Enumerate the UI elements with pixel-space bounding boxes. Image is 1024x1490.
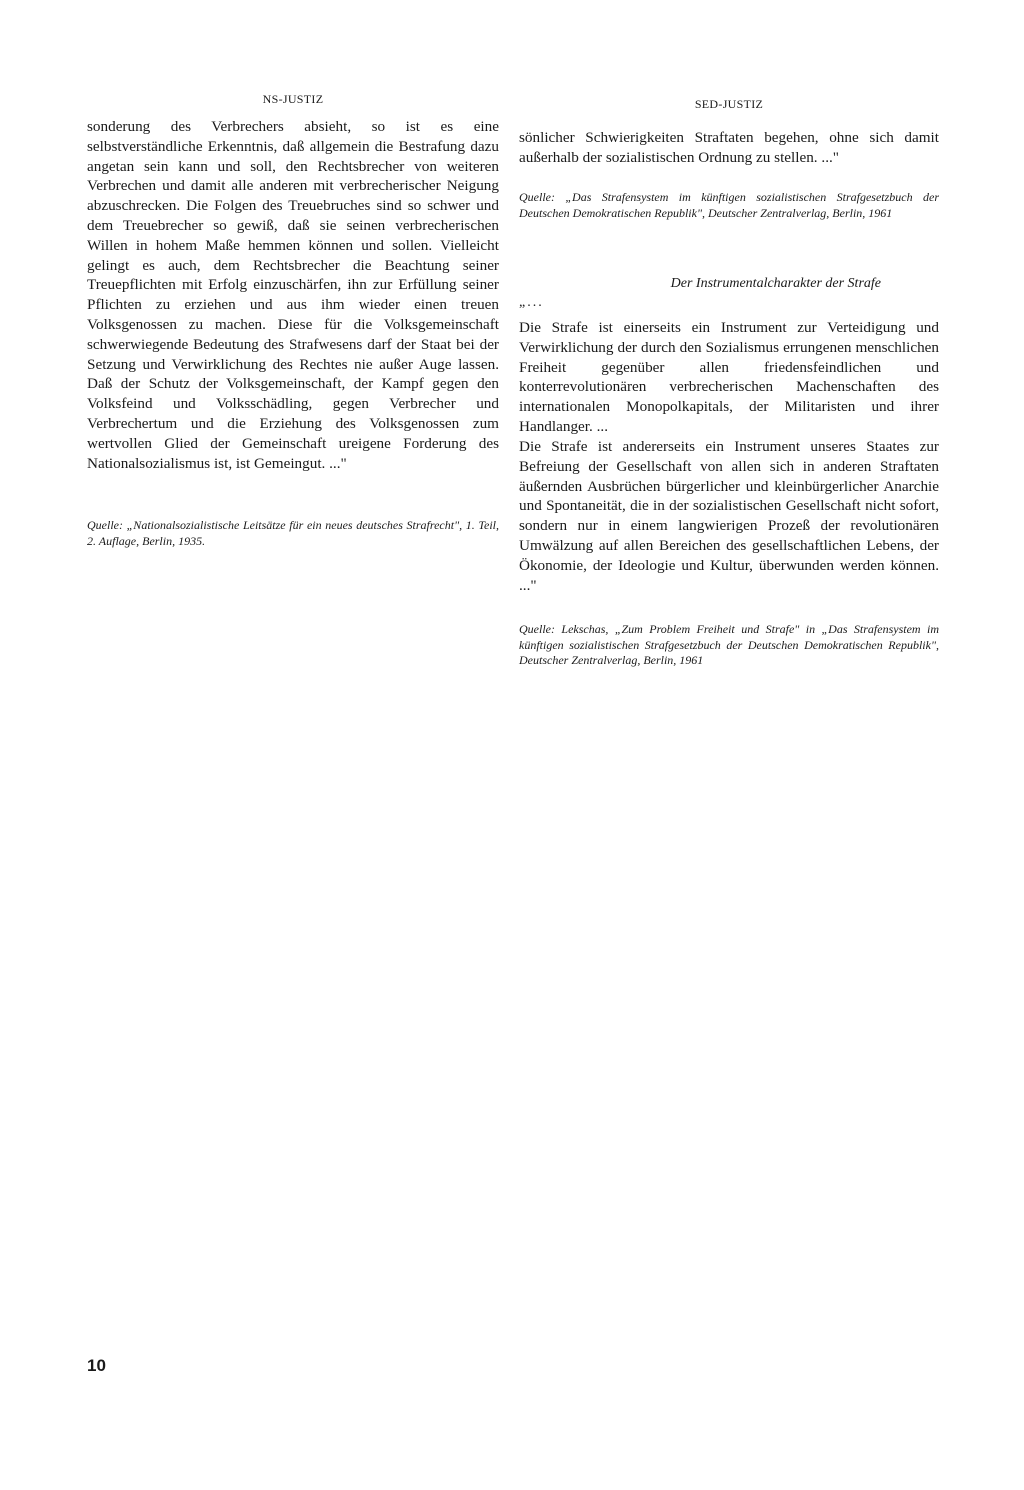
left-column-header: NS-JUSTIZ (262, 92, 324, 106)
quote-open: „... (519, 295, 544, 310)
right-paragraph-1: Die Strafe ist einerseits ein Instrument zur Verteidigung und Verwirklichung der durch den Sozialismus errungenen menschlichen Freiheit gegenüber allen friedensfeindlichen und konterrevolutionären verbrecherischen Machenschaften des internationalen Monopolkapitals, der Militaristen und ihrer Handlanger. ... (519, 319, 939, 435)
page-number: 10 (87, 1356, 106, 1375)
right-paragraph-2: Die Strafe ist andererseits ein Instrument unseres Staates zur Befreiung der Gesellschaft von allen sich in anderen Straftaten äußernden Ausbrüchen bürgerlicher und kleinbürgerlicher Anarchie und Spontaneität, die in der sozialistischen Gesellschaft nicht sofort, sondern nur in einem langwierigen Prozeß der revolutionären Umwälzung auf allen Bereichen des gesellschaftlichen Lebens, der Ökonomie, der Ideologie und Kultur, überwunden werden können. ..." (519, 438, 939, 594)
left-body-text: sonderung des Verbrechers absieht, so ist es eine selbstverständliche Erkenntnis, daß allgemein die Bestrafung dazu angetan sein kann und soll, den Rechtsbrecher von weiteren Verbrechen und damit alle anderen mit verbrecherischer Neigung abzuschrecken. Die Folgen des Treuebruches sind so schwer und dem Treuebrecher so gewiß, daß sie seinen verbrecherischen Willen in hohem Maße hemmen können und sollen. Vielleicht gelingt es auch, dem Rechtsbrecher die Beachtung seiner Treuepflichten mit Erfolg einzuschärfen, ihn zur Erfüllung seiner Pflichten zu erziehen und aus ihm wieder einen treuen Volksgenossen zu machen. Diese für die Volksgemeinschaft schwerwiegende Bedeutung des Strafwesens darf der Staat bei der Setzung und Verwirklichung des Rechtes nie außer Auge lassen. Daß der Schutz der Volksgemeinschaft, der Kampf gegen den Volksfeind und Volksschädling, gegen Verbrecher und Verbrechertum und die Erziehung des Volksgenossen zum wertvollen Glied der Gemeinschaft ureigene Forderung des Nationalsozialismus ist, ist Gemeingut. ..." (87, 118, 499, 472)
right-source-citation-2: Quelle: Lekschas, „Zum Problem Freiheit und Strafe" in „Das Strafensystem im künftigen sozialistischen Strafgesetzbuch der Deutschen Demokratischen Republik", Deutscher Zentralverlag, Berlin, 1961 (519, 622, 939, 667)
right-body-continued: sönlicher Schwierigkeiten Straftaten begehen, ohne sich damit außerhalb der sozialistischen Ordnung zu stellen. ..." (519, 129, 939, 166)
section-title: Der Instrumentalcharakter der Strafe (670, 276, 881, 291)
left-source-citation: Quelle: „Nationalsozialistische Leitsätze für ein neues deutsches Strafrecht", 1. Teil, 2. Auflage, Berlin, 1935. (87, 518, 499, 548)
right-column-header: SED-JUSTIZ (694, 97, 764, 111)
right-source-citation-1: Quelle: „Das Strafensystem im künftigen sozialistischen Strafgesetzbuch der Deutschen Demokratischen Republik", Deutscher Zentralverlag, Berlin, 1961 (519, 190, 939, 220)
